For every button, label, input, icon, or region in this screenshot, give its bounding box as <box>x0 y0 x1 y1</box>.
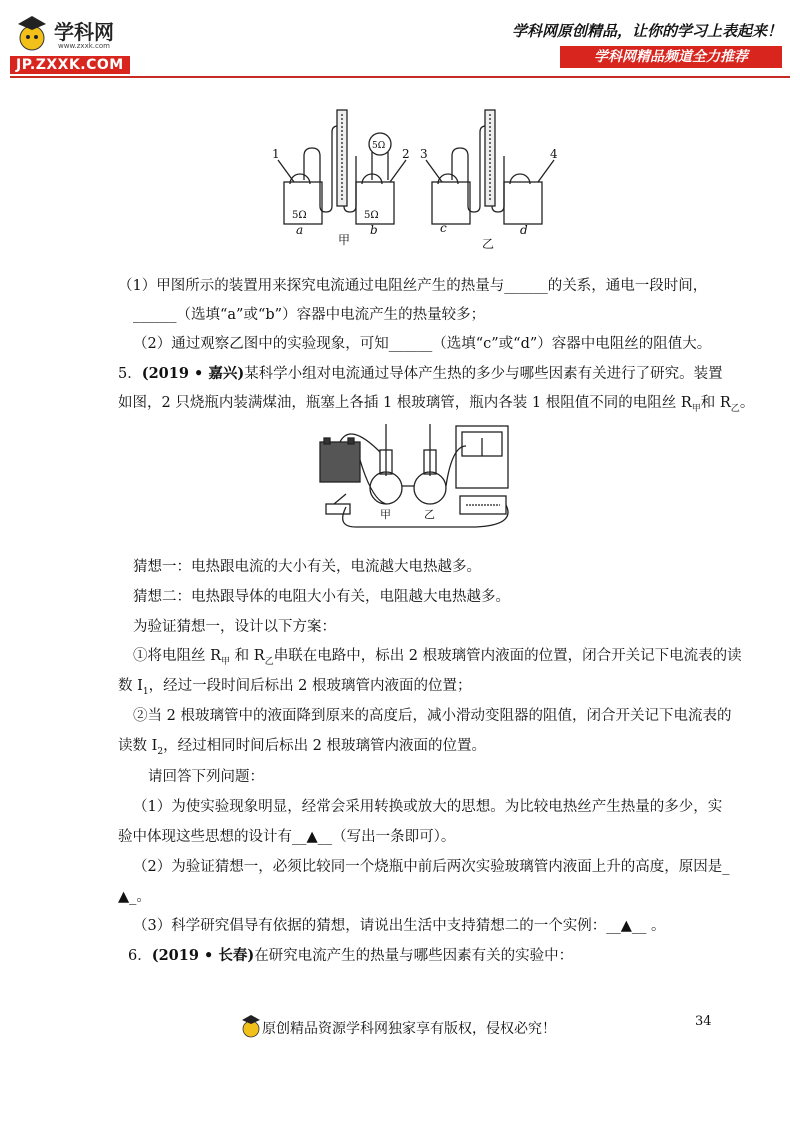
footer-mascot-icon <box>240 1014 262 1040</box>
q5-a1c: （写出一条即可）。 <box>332 829 456 845</box>
q5-sub1: 1 <box>142 686 149 697</box>
figure-joule-apparatus <box>268 100 568 250</box>
q5-line2c: 。 <box>739 395 755 411</box>
q5-step1-cont <box>118 676 472 702</box>
logo-url: JP.ZXXK.COM <box>10 56 130 74</box>
fig1-num3: 3 <box>420 147 428 161</box>
q5-ask: 请回答下列问题： <box>148 769 264 785</box>
q5-step1-sub-yi: 乙 <box>264 656 274 667</box>
q4-part1b: ______（选填“a”或“b”）容器中电流产生的热量较多； <box>133 307 486 323</box>
page-number: 34 <box>695 1014 712 1029</box>
q5-answer3 <box>133 916 666 936</box>
q5-guess2: 猜想二：电热跟导体的电阻大小有关，电阻越大电热越多。 <box>133 589 510 605</box>
site-logo[interactable] <box>10 12 170 72</box>
fig1-label-c: c <box>440 221 447 235</box>
q5-a2-blank-mark[interactable]: ▲ <box>118 889 130 905</box>
logo-sub: www.zxxk.com <box>58 42 110 50</box>
header-divider <box>10 76 790 78</box>
footer-copyright: 原创精品资源学科网独家享有版权，侵权必究！ <box>262 1021 556 1037</box>
q4-part2: （2）通过观察乙图中的实验现象，可知______（选填“c”或“d”）容器中电阻丝的阻值大。 <box>133 336 712 352</box>
fig1-caption-jia: 甲 <box>338 233 351 247</box>
q5-step1d: 数 I <box>118 678 143 694</box>
fig2-label-yi: 乙 <box>424 508 435 521</box>
q5-step1a: ①将电阻丝 R <box>133 648 222 664</box>
q5-line2 <box>118 393 754 419</box>
q5-a1b: 验中体现这些思想的设计有 <box>118 829 292 845</box>
fig1-num4: 4 <box>550 147 558 161</box>
q5-answer2 <box>133 857 729 877</box>
q5-source: (2019 • 嘉兴) <box>141 365 245 382</box>
fig1-caption-yi: 乙 <box>482 237 495 250</box>
q5-a3a: （3）科学研究倡导有依据的猜想，请说出生活中支持猜想二的一个实例： <box>133 918 607 934</box>
q6-intro <box>128 946 573 966</box>
q5-guess1: 猜想一：电热跟电流的大小有关，电流越大电热越多。 <box>133 559 481 575</box>
q5-step1e: ，经过一段时间后标出 2 根玻璃管内液面的位置； <box>148 678 472 694</box>
mascot-icon <box>12 12 52 56</box>
q5-step2b: 读数 I <box>118 738 158 754</box>
fig1-res-a: 5Ω <box>292 210 307 221</box>
q5-plan: 为验证猜想一，设计以下方案： <box>133 619 336 635</box>
fig1-label-d: d <box>520 223 528 237</box>
q5-sub-jia: 甲 <box>691 403 701 414</box>
q5-a2c: _。 <box>129 889 151 905</box>
q5-line2a: 如图，2 只烧瓶内装满煤油，瓶塞上各插 1 根玻璃管，瓶内各装 1 根阻值不同的电阻丝 R <box>118 395 692 411</box>
q6-num: 6． <box>128 948 152 964</box>
q4-part1: （1）甲图所示的装置用来探究电流通过电阻丝产生的热量与______的关系，通电一段时间， <box>118 278 708 294</box>
q5-answer1: （1）为使实验现象明显，经常会采用转换或放大的思想。为比较电热丝产生热量的多少，实 <box>133 799 723 815</box>
q5-step2-cont <box>118 736 486 762</box>
fig1-num1: 1 <box>272 147 280 161</box>
q5-a3c: 。 <box>646 918 666 934</box>
q6-source: (2019 • 长春) <box>151 947 255 964</box>
page-header <box>0 0 800 80</box>
q5-step1b: 和 R <box>230 648 265 664</box>
q5-answer1-cont <box>118 827 455 847</box>
q5-step1c: 串联在电路中，标出 2 根玻璃管内液面的位置，闭合开关记下电流表的读 <box>273 648 742 664</box>
fig1-label-a: a <box>296 223 304 237</box>
q5-line2b: 和 R <box>700 395 731 411</box>
fig1-label-b: b <box>370 223 378 237</box>
q5-step1 <box>133 646 742 672</box>
header-banner: 学科网精品频道全力推荐 <box>560 46 782 68</box>
q5-num: 5． <box>118 366 142 382</box>
q5-step2: ②当 2 根玻璃管中的液面降到原来的高度后，减小滑动变阻器的阻值，闭合开关记下电流表的 <box>133 708 732 724</box>
fig1-res-b: 5Ω <box>364 210 379 221</box>
q5-a1-blank[interactable]: __▲__ <box>292 829 333 845</box>
fig1-num2: 2 <box>402 147 410 161</box>
q5-step2c: ，经过相同时间后标出 2 根玻璃管内液面的位置。 <box>163 738 487 754</box>
q5-a2a: （2）为验证猜想一，必须比较同一个烧瓶中前后两次实验玻璃管内液面上升的高度，原因是 <box>133 859 723 875</box>
q5-sub-yi: 乙 <box>730 403 740 414</box>
q5-a2-blank: _ <box>722 859 730 875</box>
logo-text: 学科网 <box>54 20 114 44</box>
q6-text: 在研究电流产生的热量与哪些因素有关的实验中： <box>254 948 574 964</box>
q5-sub2: 2 <box>157 746 164 757</box>
q5-line1: 某科学小组对电流通过导体产生热的多少与哪些因素有关进行了研究。装置 <box>244 366 723 382</box>
figure-circuit <box>316 420 516 532</box>
q5-a3-blank[interactable]: __▲__ <box>606 918 647 934</box>
fig1-res-top: 5Ω <box>372 141 386 151</box>
header-slogan: 学科网原创精品，让你的学习上表起来！ <box>511 22 782 40</box>
q5-step1-sub-jia: 甲 <box>221 656 231 667</box>
fig2-label-jia: 甲 <box>380 508 391 521</box>
q5-intro <box>118 364 723 384</box>
q5-answer2-cont <box>118 887 151 907</box>
